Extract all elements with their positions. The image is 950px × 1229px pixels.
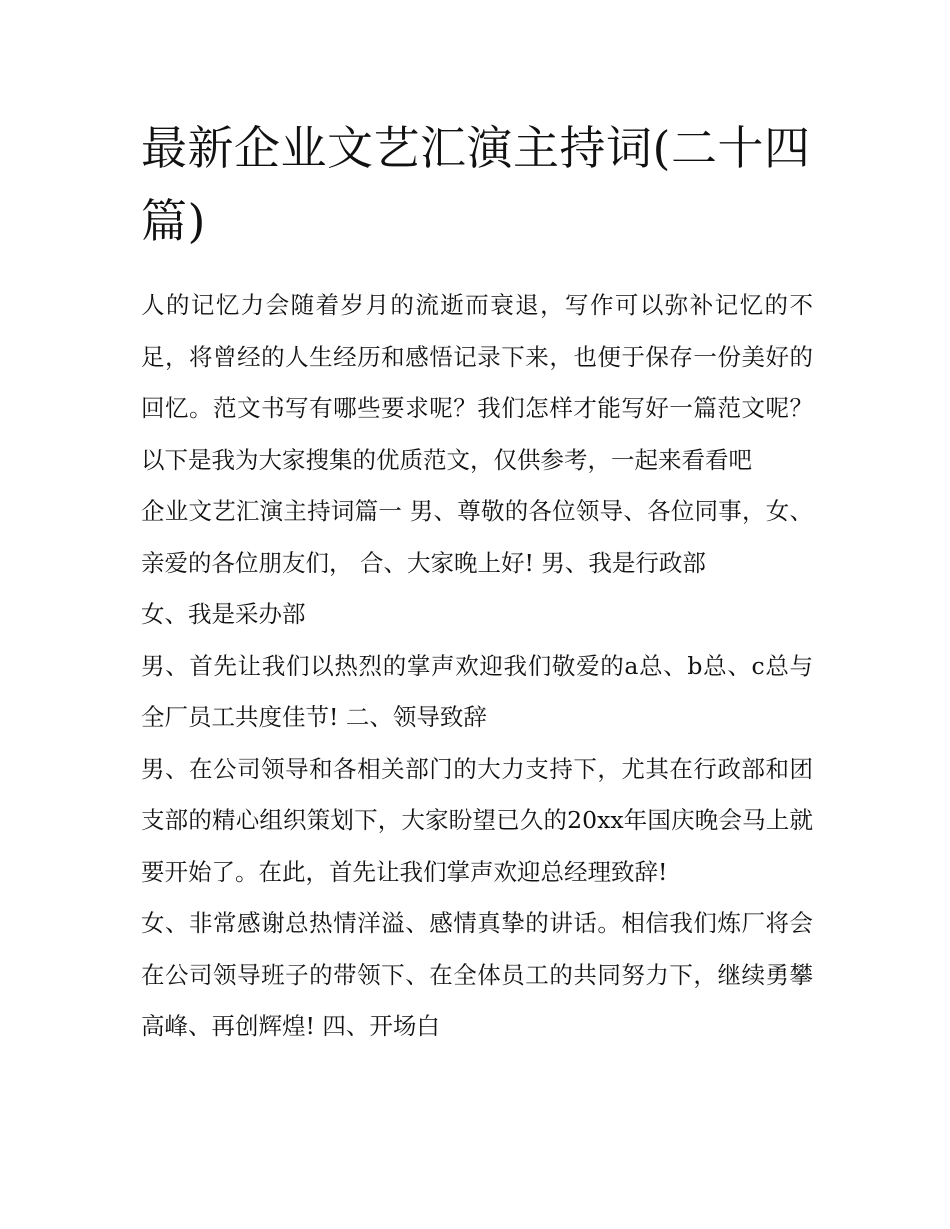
paragraph-host-female-intro: 女、我是采办部 [141, 600, 306, 628]
paragraph-opening: 企业文艺汇演主持词篇一 男、尊敬的各位领导、各位同事，女、亲爱的各位朋友们， 合、大家晚上好! 男、我是行政部 [141, 497, 813, 577]
document-page [141, 112, 813, 1053]
paragraph-thanks: 女、非常感谢总热情洋溢、感情真挚的讲话。相信我们炼厂将会在公司领导班子的带领下、在全体员工的共同努力下，继续勇攀高峰、再创辉煌! 四、开场白 [141, 909, 813, 1040]
paragraph-leader-speech: 男、在公司领导和各相关部门的大力支持下，尤其在行政部和团支部的精心组织策划下，大家盼望已久的20xx年国庆晚会马上就要开始了。在此，首先让我们掌声欢迎总经理致辞! [141, 754, 813, 886]
document-title: 最新企业文艺汇演主持词(二十四篇) [141, 121, 811, 248]
paragraph-welcome-leaders: 男、首先让我们以热烈的掌声欢迎我们敬爱的a总、b总、c总与全厂员工共度佳节! 二、领导致辞 [141, 651, 813, 731]
paragraph-intro: 人的记忆力会随着岁月的流逝而衰退，写作可以弥补记忆的不足，将曾经的人生经历和感悟记录下来，也便于保存一份美好的回忆。范文书写有哪些要求呢？我们怎样才能写好一篇范文呢？以下是我为大家搜集的优质范文，仅供参考，一起来看看吧 [141, 291, 813, 474]
